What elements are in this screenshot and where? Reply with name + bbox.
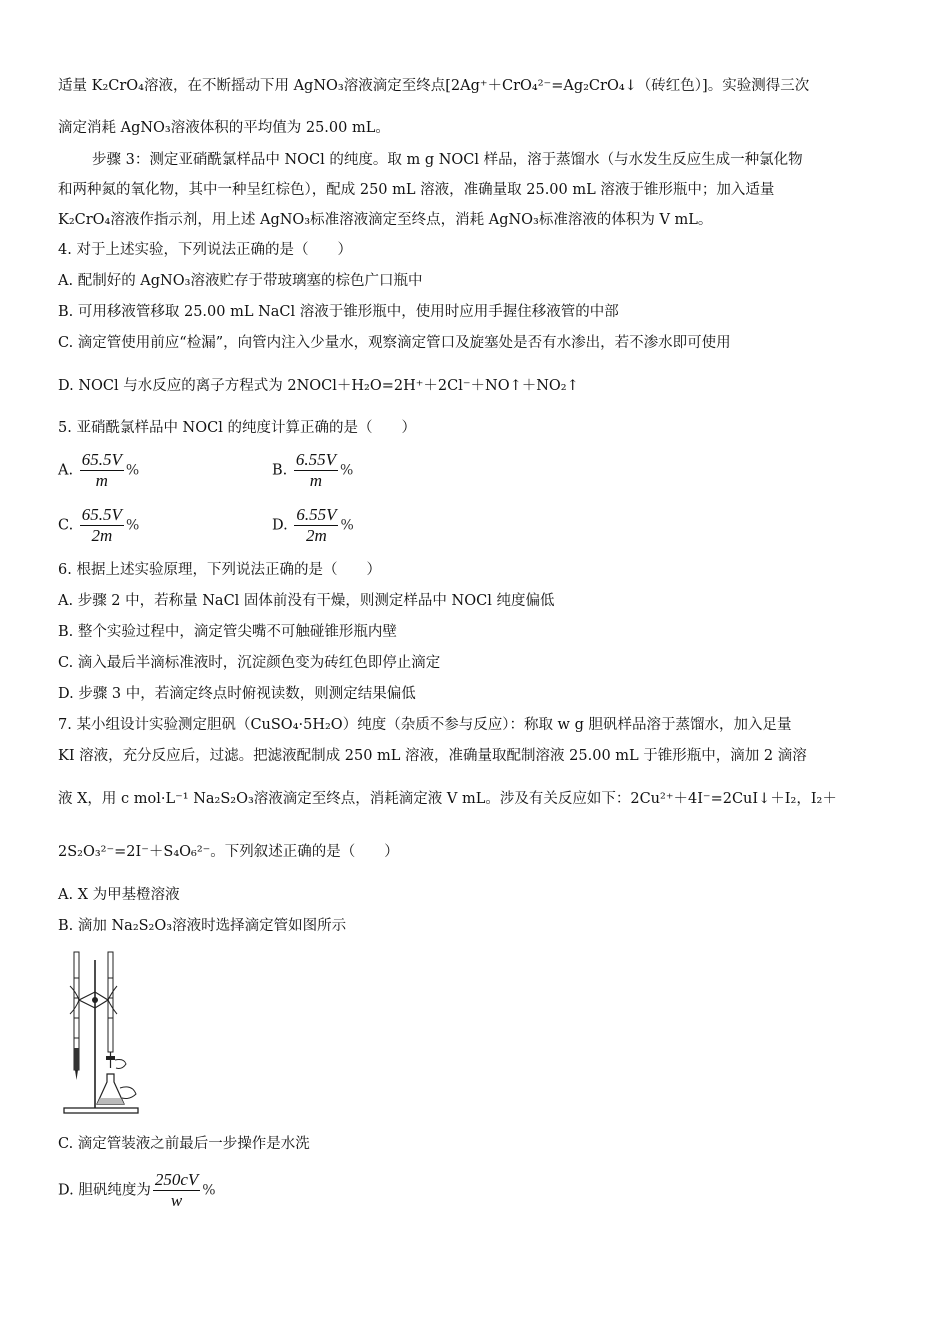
unit: %	[340, 462, 354, 479]
unit: %	[202, 1182, 216, 1199]
q6-option-d: D. 步骤 3 中，若滴定终点时俯视读数，则测定结果偏低	[58, 686, 416, 702]
q7-line-2: KI 溶液，充分反应后，过滤。把滤液配制成 250 mL 溶液，准确量取配制溶液 25.00 mL 于锥形瓶中，滴加 2 滴溶	[58, 748, 807, 764]
unit: %	[125, 462, 140, 479]
q4-option-d: D. NOCl 与水反应的离子方程式为 2NOCl＋H₂O=2H⁺＋2Cl⁻＋NO↑＋NO₂↑	[58, 378, 579, 394]
step3-line-2: 和两种氮的氧化物，其中一种呈红棕色），配成 250 mL 溶液，准确量取 25.00 mL 溶液于锥形瓶中；加入适量	[58, 182, 775, 198]
intro-line-1: 适量 K₂CrO₄溶液，在不断摇动下用 AgNO₃溶液滴定至终点[2Ag⁺＋CrO₄²⁻=Ag₂CrO₄↓（砖红色）]。实验测得三次	[58, 78, 810, 94]
option-label: B.	[272, 462, 288, 479]
fraction	[294, 450, 338, 491]
fraction	[294, 505, 338, 546]
q4-option-c: C. 滴定管使用前应“检漏”，向管内注入少量水，观察滴定管口及旋塞处是否有水渗出，若不渗水即可使用	[58, 335, 731, 351]
intro-line-2: 滴定消耗 AgNO₃溶液体积的平均值为 25.00 mL。	[58, 120, 390, 136]
denominator: m	[95, 471, 108, 490]
q5-option-d	[272, 505, 354, 546]
option-label: A.	[58, 462, 74, 479]
stand-base	[64, 1108, 138, 1113]
denominator: 2m	[91, 526, 113, 545]
q4-option-b: B. 可用移液管移取 25.00 mL NaCl 溶液于锥形瓶中，使用时应用手握住移液管的中部	[58, 304, 619, 320]
unit: %	[340, 517, 354, 534]
q6-stem: 6. 根据上述实验原理，下列说法正确的是（ ）	[58, 562, 381, 578]
step3-line-3: K₂CrO₄溶液作指示剂，用上述 AgNO₃标准溶液滴定至终点，消耗 AgNO₃标准溶液的体积为 V mL。	[58, 212, 713, 228]
option-label: C.	[58, 517, 74, 534]
q5-option-c	[58, 505, 139, 546]
denominator: w	[170, 1191, 183, 1210]
numerator: 6.55V	[296, 505, 337, 524]
q4-option-a: A. 配制好的 AgNO₃溶液贮存于带玻璃塞的棕色广口瓶中	[58, 273, 423, 289]
q6-option-a: A. 步骤 2 中，若称量 NaCl 固体前没有干燥，则测定样品中 NOCl 纯度偏低	[58, 593, 555, 609]
step3-line-1: 步骤 3：测定亚硝酰氯样品中 NOCl 的纯度。取 m g NOCl 样品，溶于蒸馏水（与水发生反应生成一种氯化物	[92, 152, 803, 168]
q5-option-b	[272, 450, 353, 491]
denominator: m	[309, 471, 323, 490]
q7-option-a: A. X 为甲基橙溶液	[58, 887, 180, 903]
numerator: 6.55V	[295, 450, 337, 469]
q4-stem: 4. 对于上述实验，下列说法正确的是（ ）	[58, 242, 352, 258]
q7-option-d	[58, 1170, 216, 1211]
q7-line-4: 2S₂O₃²⁻=2I⁻＋S₄O₆²⁻。下列叙述正确的是（ ）	[58, 844, 399, 860]
q5-option-a	[58, 450, 139, 491]
fraction	[80, 450, 124, 491]
q5-stem: 5. 亚硝酰氯样品中 NOCl 的纯度计算正确的是（ ）	[58, 420, 416, 436]
option-label: D.	[272, 517, 288, 534]
unit: %	[125, 517, 140, 534]
q7-option-b: B. 滴加 Na₂S₂O₃溶液时选择滴定管如图所示	[58, 918, 347, 934]
q7-option-c: C. 滴定管装液之前最后一步操作是水洗	[58, 1136, 310, 1152]
fraction	[153, 1170, 200, 1211]
numerator: 65.5V	[81, 450, 122, 469]
denominator: 2m	[306, 526, 327, 545]
q7-line-1: 7. 某小组设计实验测定胆矾（CuSO₄·5H₂O）纯度（杂质不参与反应）：称取 w g 胆矾样品溶于蒸馏水，加入足量	[58, 717, 792, 733]
numerator: 250cV	[154, 1170, 199, 1189]
q7-line-3: 液 X，用 c mol·L⁻¹ Na₂S₂O₃溶液滴定至终点，消耗滴定液 V mL。涉及有关反应如下：2Cu²⁺＋4I⁻=2CuI↓＋I₂，I₂＋	[58, 791, 837, 807]
q6-option-c: C. 滴入最后半滴标准液时，沉淀颜色变为砖红色即停止滴定	[58, 655, 441, 671]
numerator: 65.5V	[81, 505, 122, 524]
q6-option-b: B. 整个实验过程中，滴定管尖嘴不可触碰锥形瓶内壁	[58, 624, 397, 640]
fraction	[80, 505, 124, 546]
option-label: D. 胆矾纯度为	[58, 1182, 151, 1199]
burette-apparatus-figure	[62, 948, 142, 1118]
